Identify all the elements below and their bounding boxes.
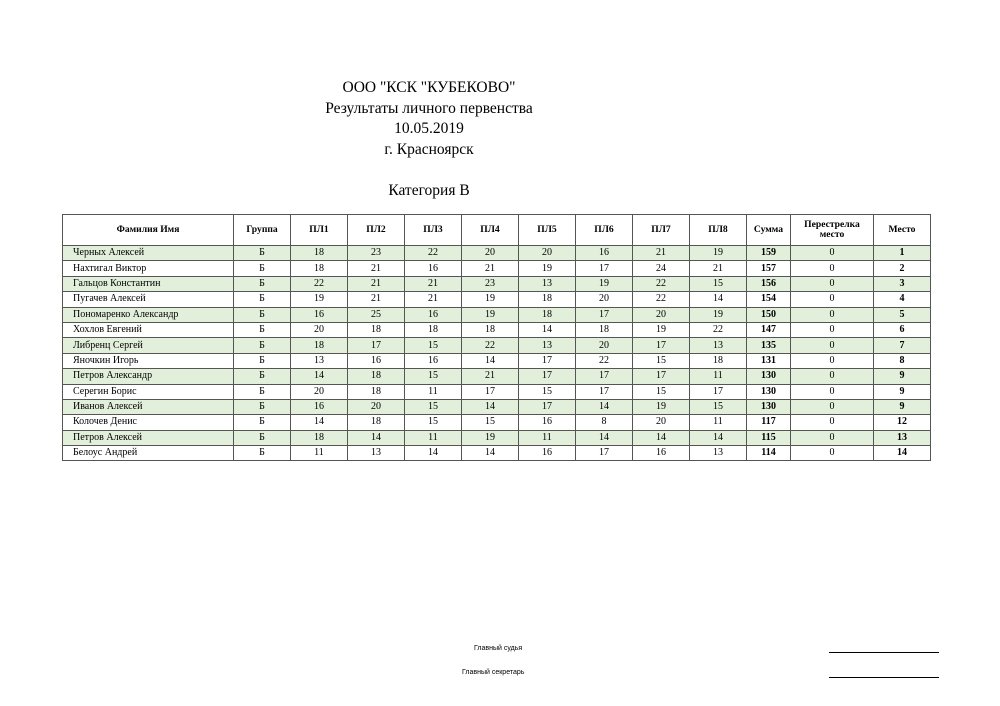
- results-body: [63, 246, 931, 461]
- score-cell: 15: [405, 338, 462, 353]
- participant-name: Петров Алексей: [63, 430, 234, 445]
- score-cell: 14: [633, 430, 690, 445]
- group-cell: Б: [234, 292, 291, 307]
- group-cell: Б: [234, 384, 291, 399]
- place-cell: 1: [874, 246, 931, 261]
- score-cell: 13: [291, 353, 348, 368]
- table-row: [63, 384, 931, 399]
- score-cell: 15: [633, 353, 690, 368]
- score-cell: 14: [405, 446, 462, 461]
- score-cell: 16: [405, 307, 462, 322]
- score-cell: 18: [348, 384, 405, 399]
- score-cell: 22: [462, 338, 519, 353]
- shootoff-cell: 0: [791, 430, 874, 445]
- sum-cell: 150: [747, 307, 791, 322]
- column-header: ПЛ1: [291, 215, 348, 246]
- score-cell: 19: [690, 246, 747, 261]
- score-cell: 14: [576, 399, 633, 414]
- score-cell: 17: [576, 261, 633, 276]
- shootoff-cell: 0: [791, 307, 874, 322]
- score-cell: 20: [519, 246, 576, 261]
- column-header: ПЛ8: [690, 215, 747, 246]
- score-cell: 18: [291, 430, 348, 445]
- score-cell: 18: [291, 338, 348, 353]
- score-cell: 21: [405, 292, 462, 307]
- score-cell: 19: [633, 399, 690, 414]
- score-cell: 14: [576, 430, 633, 445]
- document-title: Результаты личного первенства: [325, 99, 533, 117]
- score-cell: 17: [519, 353, 576, 368]
- score-cell: 15: [519, 384, 576, 399]
- table-row: [63, 276, 931, 291]
- score-cell: 21: [348, 261, 405, 276]
- score-cell: 22: [576, 353, 633, 368]
- chief-judge-signature-line: [829, 652, 939, 653]
- score-cell: 19: [462, 292, 519, 307]
- score-cell: 22: [690, 322, 747, 337]
- place-cell: 7: [874, 338, 931, 353]
- table-row: [63, 322, 931, 337]
- place-cell: 6: [874, 322, 931, 337]
- participant-name: Белоус Андрей: [63, 446, 234, 461]
- score-cell: 17: [519, 399, 576, 414]
- place-cell: 8: [874, 353, 931, 368]
- score-cell: 17: [519, 369, 576, 384]
- document-header: [229, 78, 629, 160]
- group-cell: Б: [234, 338, 291, 353]
- score-cell: 17: [633, 369, 690, 384]
- column-header: Сумма: [747, 215, 791, 246]
- score-cell: 17: [690, 384, 747, 399]
- score-cell: 15: [405, 369, 462, 384]
- score-cell: 21: [348, 276, 405, 291]
- score-cell: 19: [462, 307, 519, 322]
- score-cell: 15: [690, 276, 747, 291]
- score-cell: 19: [576, 276, 633, 291]
- table-row: [63, 446, 931, 461]
- group-cell: Б: [234, 369, 291, 384]
- score-cell: 20: [576, 292, 633, 307]
- score-cell: 21: [462, 261, 519, 276]
- participant-name: Пугачев Алексей: [63, 292, 234, 307]
- score-cell: 16: [291, 307, 348, 322]
- results-table: [62, 214, 931, 461]
- score-cell: 20: [576, 338, 633, 353]
- sum-cell: 159: [747, 246, 791, 261]
- score-cell: 15: [462, 415, 519, 430]
- group-cell: Б: [234, 261, 291, 276]
- score-cell: 14: [690, 292, 747, 307]
- chief-judge-label: Главный судья: [474, 645, 523, 652]
- score-cell: 18: [576, 322, 633, 337]
- table-row: [63, 430, 931, 445]
- group-cell: Б: [234, 246, 291, 261]
- shootoff-cell: 0: [791, 415, 874, 430]
- event-date: 10.05.2019: [394, 120, 464, 137]
- place-cell: 9: [874, 384, 931, 399]
- shootoff-cell: 0: [791, 292, 874, 307]
- category-title: Категория В: [388, 182, 470, 199]
- score-cell: 19: [462, 430, 519, 445]
- score-cell: 18: [348, 415, 405, 430]
- score-cell: 22: [633, 292, 690, 307]
- participant-name: Серегин Борис: [63, 384, 234, 399]
- table-row: [63, 292, 931, 307]
- shootoff-cell: 0: [791, 399, 874, 414]
- sum-cell: 131: [747, 353, 791, 368]
- score-cell: 13: [519, 338, 576, 353]
- score-cell: 14: [462, 446, 519, 461]
- score-cell: 16: [519, 415, 576, 430]
- score-cell: 20: [291, 322, 348, 337]
- participant-name: Колочев Денис: [63, 415, 234, 430]
- place-cell: 9: [874, 399, 931, 414]
- score-cell: 17: [576, 446, 633, 461]
- score-cell: 17: [462, 384, 519, 399]
- sum-cell: 130: [747, 369, 791, 384]
- score-cell: 13: [519, 276, 576, 291]
- place-cell: 12: [874, 415, 931, 430]
- score-cell: 20: [348, 399, 405, 414]
- score-cell: 18: [519, 292, 576, 307]
- score-cell: 20: [633, 415, 690, 430]
- score-cell: 18: [405, 322, 462, 337]
- score-cell: 14: [519, 322, 576, 337]
- column-header: Группа: [234, 215, 291, 246]
- participant-name: Либренц Сергей: [63, 338, 234, 353]
- sum-cell: 147: [747, 322, 791, 337]
- participant-name: Нахтигал Виктор: [63, 261, 234, 276]
- shootoff-cell: 0: [791, 446, 874, 461]
- column-header: Место: [874, 215, 931, 246]
- score-cell: 11: [405, 384, 462, 399]
- place-cell: 4: [874, 292, 931, 307]
- score-cell: 11: [405, 430, 462, 445]
- score-cell: 11: [519, 430, 576, 445]
- column-header: ПЛ4: [462, 215, 519, 246]
- shootoff-cell: 0: [791, 276, 874, 291]
- score-cell: 11: [690, 369, 747, 384]
- column-header: Перестрелка место: [791, 215, 874, 246]
- chief-secretary-label: Главный секретарь: [462, 669, 525, 676]
- group-cell: Б: [234, 322, 291, 337]
- group-cell: Б: [234, 446, 291, 461]
- score-cell: 20: [633, 307, 690, 322]
- score-cell: 11: [291, 446, 348, 461]
- score-cell: 15: [405, 399, 462, 414]
- sum-cell: 130: [747, 399, 791, 414]
- score-cell: 22: [633, 276, 690, 291]
- score-cell: 8: [576, 415, 633, 430]
- score-cell: 14: [462, 353, 519, 368]
- shootoff-cell: 0: [791, 369, 874, 384]
- score-cell: 14: [462, 399, 519, 414]
- score-cell: 11: [690, 415, 747, 430]
- score-cell: 18: [291, 261, 348, 276]
- score-cell: 21: [690, 261, 747, 276]
- participant-name: Черных Алексей: [63, 246, 234, 261]
- table-row: [63, 246, 931, 261]
- column-header: ПЛ7: [633, 215, 690, 246]
- event-city: г. Красноярск: [384, 140, 474, 158]
- sum-cell: 154: [747, 292, 791, 307]
- score-cell: 16: [405, 353, 462, 368]
- group-cell: Б: [234, 430, 291, 445]
- score-cell: 19: [633, 322, 690, 337]
- score-cell: 20: [291, 384, 348, 399]
- org-name: ООО "КСК "КУБЕКОВО": [342, 79, 516, 96]
- table-row: [63, 399, 931, 414]
- column-header: ПЛ3: [405, 215, 462, 246]
- table-row: [63, 415, 931, 430]
- score-cell: 17: [576, 369, 633, 384]
- score-cell: 15: [690, 399, 747, 414]
- place-cell: 2: [874, 261, 931, 276]
- score-cell: 18: [348, 369, 405, 384]
- chief-secretary-signature-line: [829, 677, 939, 678]
- participant-name: Петров Александр: [63, 369, 234, 384]
- score-cell: 14: [348, 430, 405, 445]
- participant-name: Иванов Алексей: [63, 399, 234, 414]
- score-cell: 16: [291, 399, 348, 414]
- group-cell: Б: [234, 307, 291, 322]
- score-cell: 17: [633, 338, 690, 353]
- table-row: [63, 307, 931, 322]
- column-header: ПЛ2: [348, 215, 405, 246]
- score-cell: 21: [462, 369, 519, 384]
- score-cell: 17: [576, 384, 633, 399]
- score-cell: 21: [405, 276, 462, 291]
- score-cell: 13: [690, 446, 747, 461]
- participant-name: Пономаренко Александр: [63, 307, 234, 322]
- score-cell: 20: [462, 246, 519, 261]
- shootoff-cell: 0: [791, 322, 874, 337]
- score-cell: 16: [519, 446, 576, 461]
- place-cell: 13: [874, 430, 931, 445]
- shootoff-cell: 0: [791, 353, 874, 368]
- shootoff-cell: 0: [791, 384, 874, 399]
- table-header-row: [63, 215, 931, 246]
- score-cell: 22: [291, 276, 348, 291]
- score-cell: 19: [519, 261, 576, 276]
- table-row: [63, 353, 931, 368]
- sum-cell: 130: [747, 384, 791, 399]
- score-cell: 23: [348, 246, 405, 261]
- sum-cell: 114: [747, 446, 791, 461]
- score-cell: 15: [633, 384, 690, 399]
- participant-name: Гальцов Константин: [63, 276, 234, 291]
- sum-cell: 117: [747, 415, 791, 430]
- group-cell: Б: [234, 415, 291, 430]
- score-cell: 18: [348, 322, 405, 337]
- score-cell: 18: [462, 322, 519, 337]
- place-cell: 3: [874, 276, 931, 291]
- sum-cell: 135: [747, 338, 791, 353]
- group-cell: Б: [234, 353, 291, 368]
- score-cell: 16: [405, 261, 462, 276]
- score-cell: 21: [348, 292, 405, 307]
- score-cell: 15: [405, 415, 462, 430]
- score-cell: 14: [291, 369, 348, 384]
- place-cell: 5: [874, 307, 931, 322]
- column-header: ПЛ5: [519, 215, 576, 246]
- score-cell: 17: [576, 307, 633, 322]
- score-cell: 14: [690, 430, 747, 445]
- score-cell: 16: [348, 353, 405, 368]
- score-cell: 18: [291, 246, 348, 261]
- shootoff-cell: 0: [791, 261, 874, 276]
- place-cell: 14: [874, 446, 931, 461]
- score-cell: 22: [405, 246, 462, 261]
- score-cell: 25: [348, 307, 405, 322]
- score-cell: 14: [291, 415, 348, 430]
- group-cell: Б: [234, 276, 291, 291]
- score-cell: 19: [690, 307, 747, 322]
- participant-name: Хохлов Евгений: [63, 322, 234, 337]
- score-cell: 18: [690, 353, 747, 368]
- score-cell: 16: [633, 446, 690, 461]
- table-row: [63, 369, 931, 384]
- score-cell: 13: [348, 446, 405, 461]
- place-cell: 9: [874, 369, 931, 384]
- score-cell: 16: [576, 246, 633, 261]
- shootoff-cell: 0: [791, 246, 874, 261]
- column-header: Фамилия Имя: [63, 215, 234, 246]
- sum-cell: 157: [747, 261, 791, 276]
- score-cell: 13: [690, 338, 747, 353]
- sum-cell: 115: [747, 430, 791, 445]
- score-cell: 21: [633, 246, 690, 261]
- score-cell: 24: [633, 261, 690, 276]
- score-cell: 19: [291, 292, 348, 307]
- column-header: ПЛ6: [576, 215, 633, 246]
- table-row: [63, 261, 931, 276]
- participant-name: Яночкин Игорь: [63, 353, 234, 368]
- table-row: [63, 338, 931, 353]
- score-cell: 17: [348, 338, 405, 353]
- shootoff-cell: 0: [791, 338, 874, 353]
- score-cell: 23: [462, 276, 519, 291]
- sum-cell: 156: [747, 276, 791, 291]
- group-cell: Б: [234, 399, 291, 414]
- score-cell: 18: [519, 307, 576, 322]
